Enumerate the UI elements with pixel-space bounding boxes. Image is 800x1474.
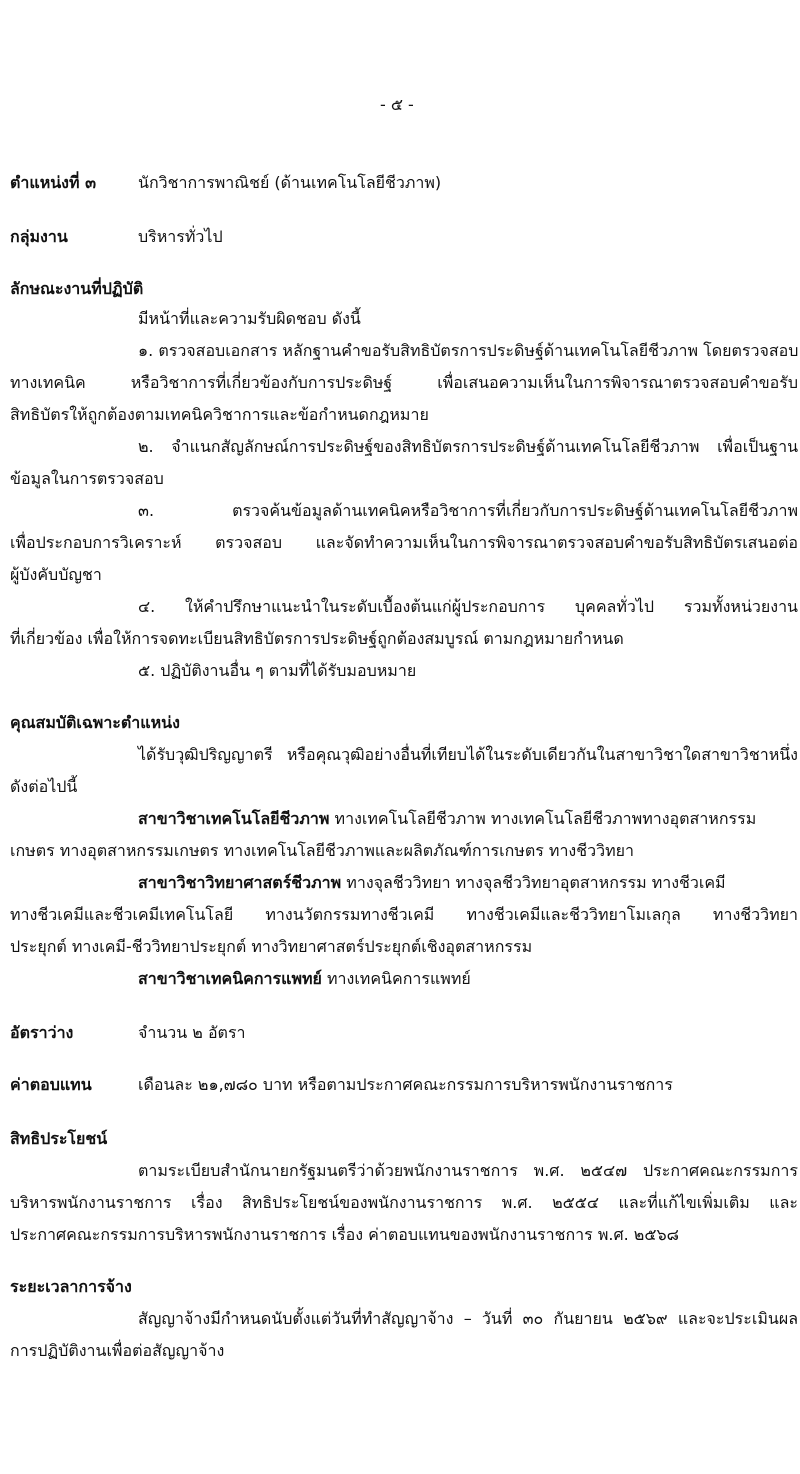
job-item-2-line-2: ข้อมูลในการตรวจสอบ	[10, 469, 164, 488]
job-item-1-line-1: ๑. ตรวจสอบเอกสาร หลักฐานคำขอรับสิทธิบัตรการประดิษฐ์ด้านเทคโนโลยีชีวภาพ โดยตรวจสอบ	[138, 341, 799, 360]
qualifications-intro-line-2: ดังต่อไปนี้	[10, 777, 78, 796]
biotech-majors: ทางเทคโนโลยีชีวภาพ ทางเทคโนโลยีชีวภาพทางอุตสาหกรรม	[329, 809, 757, 828]
group-label: กลุ่มงาน	[10, 227, 68, 246]
benefits-heading: สิทธิประโยชน์	[10, 1129, 108, 1148]
job-item-1-line-2: ทางเทคนิค หรือวิชาการที่เกี่ยวข้องกับการประดิษฐ์ เพื่อเสนอความเห็นในการพิจารณาตรวจสอบคำขอรับ	[10, 373, 798, 392]
qualification-biotech-line-2: เกษตร ทางอุตสาหกรรมเกษตร ทางเทคโนโลยีชีวภาพและผลิตภัณฑ์การเกษตร ทางชีววิทยา	[10, 841, 634, 860]
job-item-4-line-2: ที่เกี่ยวข้อง เพื่อให้การจดทะเบียนสิทธิบัตรการประดิษฐ์ถูกต้องสมบูรณ์ ตามกฎหมายกำหนด	[10, 629, 624, 648]
employment-period-line-2: การปฏิบัติงานเพื่อต่อสัญญาจ้าง	[10, 1341, 225, 1360]
biosci-majors: ทางจุลชีววิทยา ทางจุลชีววิทยาอุตสาหกรรม ทางชีวเคมี	[341, 873, 726, 892]
qualification-biosci-line-3: ประยุกต์ ทางเคมี-ชีววิทยาประยุกต์ ทางวิทยาศาสตร์ประยุกต์เชิงอุตสาหกรรม	[10, 937, 533, 956]
benefits-line-3: ประกาศคณะกรรมการบริหารพนักงานราชการ เรื่อง ค่าตอบแทนของพนักงานราชการ พ.ศ. ๒๕๖๘	[10, 1225, 679, 1244]
vacancy-label: อัตราว่าง	[10, 1023, 74, 1042]
biosci-field-title: สาขาวิชาวิทยาศาสตร์ชีวภาพ	[138, 873, 342, 892]
compensation-label: ค่าตอบแทน	[10, 1075, 92, 1094]
qualification-biotech-line-1	[138, 808, 756, 830]
qualifications-heading: คุณสมบัติเฉพาะตำแหน่ง	[10, 713, 180, 732]
job-item-3-line-2: เพื่อประกอบการวิเคราะห์ ตรวจสอบ และจัดทำความเห็นในการพิจารณาตรวจสอบคำขอรับสิทธิบัตรเสนอต่อ	[10, 533, 798, 552]
qualification-medtech	[138, 968, 471, 990]
job-item-3-line-1: ๓. ตรวจค้นข้อมูลด้านเทคนิคหรือวิชาการที่เกี่ยวกับการประดิษฐ์ด้านเทคโนโลยีชีวภาพ	[138, 501, 798, 520]
job-intro: มีหน้าที่และความรับผิดชอบ ดังนี้	[138, 309, 361, 328]
benefits-line-2: บริหารพนักงานราชการ เรื่อง สิทธิประโยชน์ของพนักงานราชการ พ.ศ. ๒๕๕๔ และที่แก้ไขเพิ่มเติม และ	[10, 1193, 798, 1212]
medtech-majors: ทางเทคนิคการแพทย์	[321, 969, 471, 988]
job-characteristics-heading: ลักษณะงานที่ปฏิบัติ	[10, 279, 144, 298]
benefits-line-1: ตามระเบียบสำนักนายกรัฐมนตรีว่าด้วยพนักงานราชการ พ.ศ. ๒๕๔๗ ประกาศคณะกรรมการ	[138, 1161, 798, 1180]
medtech-field-title: สาขาวิชาเทคนิคการแพทย์	[138, 969, 322, 988]
biotech-field-title: สาขาวิชาเทคโนโลยีชีวภาพ	[138, 809, 330, 828]
group-value: บริหารทั่วไป	[138, 227, 223, 246]
employment-period-line-1: สัญญาจ้างมีกำหนดนับตั้งแต่วันที่ทำสัญญาจ้าง – วันที่ ๓๐ กันยายน ๒๕๖๙ และจะประเมินผล	[138, 1309, 798, 1328]
employment-period-heading: ระยะเวลาการจ้าง	[10, 1277, 132, 1296]
job-item-4-line-1: ๔. ให้คำปรึกษาแนะนำในระดับเบื้องต้นแก่ผู้ประกอบการ บุคคลทั่วไป รวมทั้งหน่วยงาน	[138, 597, 798, 616]
qualification-biosci-line-2: ทางชีวเคมีและชีวเคมีเทคโนโลยี ทางนวัตกรรมทางชีวเคมี ทางชีวเคมีและชีววิทยาโมเลกุล ทางชีววิทยา	[10, 905, 798, 924]
vacancy-value: จำนวน ๒ อัตรา	[138, 1023, 246, 1042]
job-item-3-line-3: ผู้บังคับบัญชา	[10, 565, 102, 584]
position-value: นักวิชาการพาณิชย์ (ด้านเทคโนโลยีชีวภาพ)	[138, 173, 442, 192]
job-item-1-line-3: สิทธิบัตรให้ถูกต้องตามเทคนิควิชาการและข้อกำหนดกฎหมาย	[10, 405, 429, 424]
compensation-value: เดือนละ ๒๑,๗๘๐ บาท หรือตามประกาศคณะกรรมการบริหารพนักงานราชการ	[138, 1075, 673, 1094]
qualifications-intro-line-1: ได้รับวุฒิปริญญาตรี หรือคุณวุฒิอย่างอื่นที่เทียบได้ในระดับเดียวกันในสาขาวิชาใดสาขาวิชาหนึ่ง	[138, 745, 798, 764]
job-item-5: ๕. ปฏิบัติงานอื่น ๆ ตามที่ได้รับมอบหมาย	[138, 661, 417, 680]
qualification-biosci-line-1	[138, 872, 726, 894]
job-item-2-line-1: ๒. จำแนกสัญลักษณ์การประดิษฐ์ของสิทธิบัตรการประดิษฐ์ด้านเทคโนโลยีชีวภาพ เพื่อเป็นฐาน	[138, 437, 798, 456]
position-label: ตำแหน่งที่ ๓	[10, 173, 97, 192]
page-number: - ๕ -	[380, 95, 414, 114]
